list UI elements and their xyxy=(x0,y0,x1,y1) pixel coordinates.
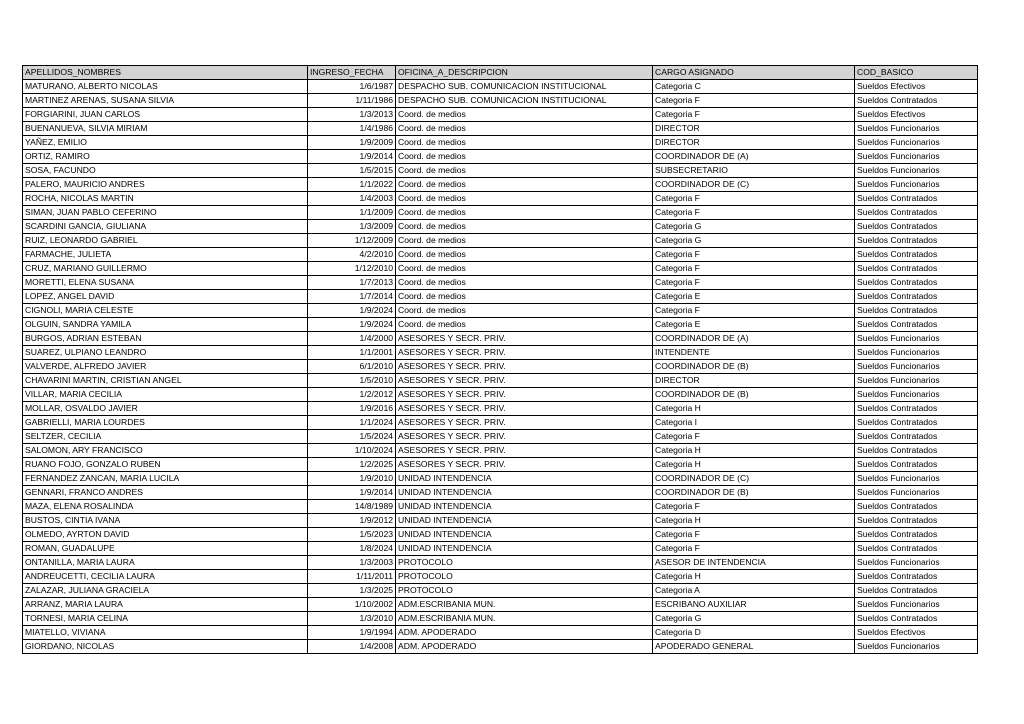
table-row xyxy=(23,234,978,248)
cell-oficina-descripcion: Coord. de medios xyxy=(396,164,653,178)
cell-cargo-asignado: DIRECTOR xyxy=(653,374,855,388)
table-row xyxy=(23,500,978,514)
table-row xyxy=(23,402,978,416)
cell-cod-basico: Sueldos Contratados xyxy=(855,430,978,444)
cell-cod-basico: Sueldos Funcionarios xyxy=(855,598,978,612)
cell-cod-basico: Sueldos Funcionarios xyxy=(855,360,978,374)
cell-cargo-asignado: Categoria F xyxy=(653,430,855,444)
cell-apellidos-nombres: CHAVARINI MARTIN, CRISTIAN ANGEL xyxy=(23,374,308,388)
table-row xyxy=(23,388,978,402)
cell-ingreso-fecha: 1/3/2010 xyxy=(308,612,396,626)
cell-ingreso-fecha: 1/2/2012 xyxy=(308,388,396,402)
table-row xyxy=(23,416,978,430)
cell-ingreso-fecha: 1/10/2024 xyxy=(308,444,396,458)
cell-apellidos-nombres: MORETTI, ELENA SUSANA xyxy=(23,276,308,290)
cell-cargo-asignado: COORDINADOR DE (C) xyxy=(653,178,855,192)
cell-oficina-descripcion: Coord. de medios xyxy=(396,108,653,122)
cell-ingreso-fecha: 1/9/2024 xyxy=(308,318,396,332)
cell-ingreso-fecha: 1/10/2002 xyxy=(308,598,396,612)
table-row xyxy=(23,360,978,374)
table-row xyxy=(23,374,978,388)
cell-oficina-descripcion: ASESORES Y SECR. PRIV. xyxy=(396,444,653,458)
table-row xyxy=(23,262,978,276)
cell-apellidos-nombres: ANDREUCETTI, CECILIA LAURA xyxy=(23,570,308,584)
cell-oficina-descripcion: DESPACHO SUB. COMUNICACION INSTITUCIONAL xyxy=(396,80,653,94)
header-row xyxy=(23,66,978,80)
cell-ingreso-fecha: 1/1/2009 xyxy=(308,206,396,220)
cell-oficina-descripcion: Coord. de medios xyxy=(396,192,653,206)
cell-cod-basico: Sueldos Contratados xyxy=(855,570,978,584)
table-row xyxy=(23,136,978,150)
cell-apellidos-nombres: CIGNOLI, MARIA CELESTE xyxy=(23,304,308,318)
cell-cod-basico: Sueldos Efectivos xyxy=(855,108,978,122)
table-body xyxy=(23,80,978,654)
cell-cargo-asignado: Categoria F xyxy=(653,304,855,318)
table-row xyxy=(23,626,978,640)
cell-oficina-descripcion: ASESORES Y SECR. PRIV. xyxy=(396,458,653,472)
cell-cargo-asignado: APODERADO GENERAL xyxy=(653,640,855,654)
cell-cargo-asignado: Categoria F xyxy=(653,500,855,514)
cell-apellidos-nombres: SCARDINI GANCIA, GIULIANA xyxy=(23,220,308,234)
table-row xyxy=(23,570,978,584)
table-row xyxy=(23,430,978,444)
cell-cargo-asignado: Categoria E xyxy=(653,318,855,332)
cell-cargo-asignado: Categoria F xyxy=(653,108,855,122)
cell-oficina-descripcion: ASESORES Y SECR. PRIV. xyxy=(396,430,653,444)
cell-apellidos-nombres: SOSA, FACUNDO xyxy=(23,164,308,178)
cell-oficina-descripcion: Coord. de medios xyxy=(396,220,653,234)
cell-cod-basico: Sueldos Contratados xyxy=(855,220,978,234)
cell-cargo-asignado: COORDINADOR DE (A) xyxy=(653,150,855,164)
cell-oficina-descripcion: ASESORES Y SECR. PRIV. xyxy=(396,374,653,388)
cell-apellidos-nombres: MIATELLO, VIVIANA xyxy=(23,626,308,640)
cell-cod-basico: Sueldos Funcionarios xyxy=(855,178,978,192)
cell-apellidos-nombres: BUENANUEVA, SILVIA MIRIAM xyxy=(23,122,308,136)
cell-cod-basico: Sueldos Contratados xyxy=(855,458,978,472)
table-row xyxy=(23,640,978,654)
header-cargo-asignado: CARGO ASIGNADO xyxy=(653,66,855,80)
cell-cod-basico: Sueldos Contratados xyxy=(855,416,978,430)
table-row xyxy=(23,612,978,626)
cell-apellidos-nombres: SUAREZ, ULPIANO LEANDRO xyxy=(23,346,308,360)
cell-oficina-descripcion: Coord. de medios xyxy=(396,122,653,136)
cell-oficina-descripcion: UNIDAD INTENDENCIA xyxy=(396,500,653,514)
cell-oficina-descripcion: Coord. de medios xyxy=(396,234,653,248)
cell-apellidos-nombres: OLGUIN, SANDRA YAMILA xyxy=(23,318,308,332)
table-row xyxy=(23,514,978,528)
header-oficina-descripcion: OFICINA_A_DESCRIPCION xyxy=(396,66,653,80)
cell-cod-basico: Sueldos Contratados xyxy=(855,444,978,458)
cell-oficina-descripcion: PROTOCOLO xyxy=(396,570,653,584)
cell-cargo-asignado: ESCRIBANO AUXILIAR xyxy=(653,598,855,612)
cell-ingreso-fecha: 1/4/2008 xyxy=(308,640,396,654)
cell-ingreso-fecha: 1/7/2014 xyxy=(308,290,396,304)
cell-ingreso-fecha: 1/9/2024 xyxy=(308,304,396,318)
cell-cod-basico: Sueldos Contratados xyxy=(855,500,978,514)
cell-oficina-descripcion: Coord. de medios xyxy=(396,178,653,192)
table-row xyxy=(23,94,978,108)
table-row xyxy=(23,276,978,290)
cell-cargo-asignado: Categoria E xyxy=(653,290,855,304)
cell-oficina-descripcion: ASESORES Y SECR. PRIV. xyxy=(396,388,653,402)
cell-cod-basico: Sueldos Funcionarios xyxy=(855,486,978,500)
cell-cod-basico: Sueldos Funcionarios xyxy=(855,164,978,178)
cell-apellidos-nombres: SELTZER, CECILIA xyxy=(23,430,308,444)
cell-oficina-descripcion: ASESORES Y SECR. PRIV. xyxy=(396,360,653,374)
cell-cargo-asignado: INTENDENTE xyxy=(653,346,855,360)
cell-oficina-descripcion: UNIDAD INTENDENCIA xyxy=(396,542,653,556)
cell-cod-basico: Sueldos Contratados xyxy=(855,192,978,206)
cell-oficina-descripcion: Coord. de medios xyxy=(396,136,653,150)
cell-cargo-asignado: Categoria H xyxy=(653,458,855,472)
cell-ingreso-fecha: 1/12/2010 xyxy=(308,262,396,276)
cell-oficina-descripcion: ADM.ESCRIBANIA MUN. xyxy=(396,612,653,626)
cell-ingreso-fecha: 1/5/2010 xyxy=(308,374,396,388)
cell-apellidos-nombres: FERNANDEZ ZANCAN, MARIA LUCILA xyxy=(23,472,308,486)
cell-ingreso-fecha: 1/9/2009 xyxy=(308,136,396,150)
cell-cargo-asignado: ASESOR DE INTENDENCIA xyxy=(653,556,855,570)
cell-cargo-asignado: COORDINADOR DE (B) xyxy=(653,388,855,402)
cell-cargo-asignado: Categoria H xyxy=(653,444,855,458)
cell-apellidos-nombres: VALVERDE, ALFREDO JAVIER xyxy=(23,360,308,374)
table-row xyxy=(23,164,978,178)
cell-apellidos-nombres: MARTINEZ ARENAS, SUSANA SILVIA xyxy=(23,94,308,108)
cell-cod-basico: Sueldos Contratados xyxy=(855,94,978,108)
cell-cargo-asignado: Categoria H xyxy=(653,402,855,416)
cell-ingreso-fecha: 1/6/1987 xyxy=(308,80,396,94)
cell-ingreso-fecha: 1/1/2024 xyxy=(308,416,396,430)
cell-oficina-descripcion: PROTOCOLO xyxy=(396,556,653,570)
cell-apellidos-nombres: ROCHA, NICOLAS MARTIN xyxy=(23,192,308,206)
cell-oficina-descripcion: DESPACHO SUB. COMUNICACION INSTITUCIONAL xyxy=(396,94,653,108)
cell-cargo-asignado: DIRECTOR xyxy=(653,136,855,150)
cell-apellidos-nombres: OLMEDO, AYRTON DAVID xyxy=(23,528,308,542)
cell-oficina-descripcion: PROTOCOLO xyxy=(396,584,653,598)
cell-cargo-asignado: Categoria I xyxy=(653,416,855,430)
cell-cod-basico: Sueldos Contratados xyxy=(855,514,978,528)
table-row xyxy=(23,542,978,556)
cell-apellidos-nombres: ONTANILLA, MARIA LAURA xyxy=(23,556,308,570)
spreadsheet-page xyxy=(22,65,977,654)
cell-cod-basico: Sueldos Contratados xyxy=(855,234,978,248)
cell-oficina-descripcion: ASESORES Y SECR. PRIV. xyxy=(396,332,653,346)
cell-apellidos-nombres: GIORDANO, NICOLAS xyxy=(23,640,308,654)
cell-cargo-asignado: DIRECTOR xyxy=(653,122,855,136)
cell-cod-basico: Sueldos Funcionarios xyxy=(855,388,978,402)
cell-ingreso-fecha: 1/11/1986 xyxy=(308,94,396,108)
cell-apellidos-nombres: GENNARI, FRANCO ANDRES xyxy=(23,486,308,500)
cell-cargo-asignado: Categoria H xyxy=(653,514,855,528)
cell-cargo-asignado: Categoria F xyxy=(653,528,855,542)
cell-oficina-descripcion: Coord. de medios xyxy=(396,248,653,262)
cell-cargo-asignado: Categoria C xyxy=(653,80,855,94)
cell-ingreso-fecha: 1/1/2001 xyxy=(308,346,396,360)
cell-ingreso-fecha: 1/2/2025 xyxy=(308,458,396,472)
cell-apellidos-nombres: SIMAN, JUAN PABLO CEFERINO xyxy=(23,206,308,220)
cell-ingreso-fecha: 1/8/2024 xyxy=(308,542,396,556)
cell-ingreso-fecha: 1/3/2025 xyxy=(308,584,396,598)
table-row xyxy=(23,178,978,192)
cell-ingreso-fecha: 14/8/1989 xyxy=(308,500,396,514)
cell-ingreso-fecha: 1/4/1986 xyxy=(308,122,396,136)
cell-cod-basico: Sueldos Contratados xyxy=(855,262,978,276)
cell-cargo-asignado: COORDINADOR DE (B) xyxy=(653,360,855,374)
cell-cod-basico: Sueldos Funcionarios xyxy=(855,640,978,654)
cell-apellidos-nombres: YAÑEZ, EMILIO xyxy=(23,136,308,150)
cell-oficina-descripcion: Coord. de medios xyxy=(396,206,653,220)
cell-ingreso-fecha: 1/11/2011 xyxy=(308,570,396,584)
table-row xyxy=(23,346,978,360)
cell-cod-basico: Sueldos Funcionarios xyxy=(855,332,978,346)
cell-ingreso-fecha: 4/2/2010 xyxy=(308,248,396,262)
table-row xyxy=(23,304,978,318)
cell-ingreso-fecha: 1/5/2024 xyxy=(308,430,396,444)
cell-cargo-asignado: SUBSECRETARIO xyxy=(653,164,855,178)
table-row xyxy=(23,150,978,164)
cell-apellidos-nombres: TORNESI, MARIA CELINA xyxy=(23,612,308,626)
cell-oficina-descripcion: UNIDAD INTENDENCIA xyxy=(396,472,653,486)
cell-cargo-asignado: Categoria G xyxy=(653,220,855,234)
cell-ingreso-fecha: 1/3/2009 xyxy=(308,220,396,234)
table-row xyxy=(23,122,978,136)
cell-ingreso-fecha: 1/3/2003 xyxy=(308,556,396,570)
cell-apellidos-nombres: MATURANO, ALBERTO NICOLAS xyxy=(23,80,308,94)
cell-cod-basico: Sueldos Efectivos xyxy=(855,626,978,640)
cell-cargo-asignado: COORDINADOR DE (C) xyxy=(653,472,855,486)
cell-cod-basico: Sueldos Contratados xyxy=(855,318,978,332)
cell-oficina-descripcion: ASESORES Y SECR. PRIV. xyxy=(396,346,653,360)
cell-oficina-descripcion: ADM. APODERADO xyxy=(396,626,653,640)
cell-apellidos-nombres: ZALAZAR, JULIANA GRACIELA xyxy=(23,584,308,598)
table-row xyxy=(23,556,978,570)
table-row xyxy=(23,584,978,598)
cell-apellidos-nombres: GABRIELLI, MARIA LOURDES xyxy=(23,416,308,430)
table-row xyxy=(23,318,978,332)
cell-cargo-asignado: COORDINADOR DE (B) xyxy=(653,486,855,500)
cell-cargo-asignado: Categoria G xyxy=(653,612,855,626)
table-row xyxy=(23,220,978,234)
table-row xyxy=(23,458,978,472)
cell-cod-basico: Sueldos Contratados xyxy=(855,304,978,318)
cell-apellidos-nombres: PALERO, MAURICIO ANDRES xyxy=(23,178,308,192)
cell-apellidos-nombres: ARRANZ, MARIA LAURA xyxy=(23,598,308,612)
cell-oficina-descripcion: ASESORES Y SECR. PRIV. xyxy=(396,416,653,430)
cell-cargo-asignado: Categoria F xyxy=(653,206,855,220)
staff-table xyxy=(22,65,978,654)
table-row xyxy=(23,528,978,542)
cell-apellidos-nombres: VILLAR, MARIA CECILIA xyxy=(23,388,308,402)
cell-ingreso-fecha: 1/7/2013 xyxy=(308,276,396,290)
cell-cargo-asignado: Categoria D xyxy=(653,626,855,640)
cell-ingreso-fecha: 1/9/2010 xyxy=(308,472,396,486)
cell-apellidos-nombres: BURGOS, ADRIAN ESTEBAN xyxy=(23,332,308,346)
cell-ingreso-fecha: 1/9/2016 xyxy=(308,402,396,416)
cell-apellidos-nombres: FORGIARINI, JUAN CARLOS xyxy=(23,108,308,122)
cell-apellidos-nombres: ORTIZ, RAMIRO xyxy=(23,150,308,164)
cell-oficina-descripcion: Coord. de medios xyxy=(396,262,653,276)
cell-cargo-asignado: Categoria F xyxy=(653,94,855,108)
cell-oficina-descripcion: UNIDAD INTENDENCIA xyxy=(396,486,653,500)
cell-apellidos-nombres: MAZA, ELENA ROSALINDA xyxy=(23,500,308,514)
cell-ingreso-fecha: 1/12/2009 xyxy=(308,234,396,248)
cell-oficina-descripcion: ASESORES Y SECR. PRIV. xyxy=(396,402,653,416)
cell-oficina-descripcion: UNIDAD INTENDENCIA xyxy=(396,528,653,542)
table-row xyxy=(23,444,978,458)
cell-oficina-descripcion: Coord. de medios xyxy=(396,150,653,164)
cell-ingreso-fecha: 1/1/2022 xyxy=(308,178,396,192)
cell-apellidos-nombres: RUIZ, LEONARDO GABRIEL xyxy=(23,234,308,248)
cell-apellidos-nombres: LOPEZ, ANGEL DAVID xyxy=(23,290,308,304)
table-row xyxy=(23,248,978,262)
cell-cargo-asignado: Categoria F xyxy=(653,262,855,276)
cell-ingreso-fecha: 1/4/2003 xyxy=(308,192,396,206)
header-cod-basico: COD_BASICO xyxy=(855,66,978,80)
cell-cargo-asignado: Categoria F xyxy=(653,276,855,290)
cell-cod-basico: Sueldos Efectivos xyxy=(855,80,978,94)
cell-cargo-asignado: Categoria F xyxy=(653,248,855,262)
cell-cod-basico: Sueldos Contratados xyxy=(855,612,978,626)
cell-oficina-descripcion: UNIDAD INTENDENCIA xyxy=(396,514,653,528)
cell-ingreso-fecha: 1/4/2000 xyxy=(308,332,396,346)
cell-oficina-descripcion: ADM. APODERADO xyxy=(396,640,653,654)
cell-cargo-asignado: Categoria F xyxy=(653,542,855,556)
table-row xyxy=(23,486,978,500)
cell-ingreso-fecha: 1/9/2014 xyxy=(308,150,396,164)
cell-ingreso-fecha: 1/5/2015 xyxy=(308,164,396,178)
cell-cod-basico: Sueldos Contratados xyxy=(855,542,978,556)
cell-ingreso-fecha: 6/1/2010 xyxy=(308,360,396,374)
table-row xyxy=(23,206,978,220)
cell-oficina-descripcion: Coord. de medios xyxy=(396,276,653,290)
table-row xyxy=(23,290,978,304)
cell-apellidos-nombres: FARMACHE, JULIETA xyxy=(23,248,308,262)
cell-cod-basico: Sueldos Contratados xyxy=(855,584,978,598)
cell-apellidos-nombres: ROMAN, GUADALUPE xyxy=(23,542,308,556)
cell-oficina-descripcion: ADM.ESCRIBANIA MUN. xyxy=(396,598,653,612)
cell-cod-basico: Sueldos Funcionarios xyxy=(855,374,978,388)
cell-cargo-asignado: Categoria F xyxy=(653,192,855,206)
cell-oficina-descripcion: Coord. de medios xyxy=(396,290,653,304)
cell-cargo-asignado: Categoria G xyxy=(653,234,855,248)
cell-cod-basico: Sueldos Funcionarios xyxy=(855,346,978,360)
table-row xyxy=(23,108,978,122)
cell-cargo-asignado: COORDINADOR DE (A) xyxy=(653,332,855,346)
cell-cod-basico: Sueldos Contratados xyxy=(855,276,978,290)
cell-cod-basico: Sueldos Funcionarios xyxy=(855,136,978,150)
cell-ingreso-fecha: 1/5/2023 xyxy=(308,528,396,542)
cell-cod-basico: Sueldos Contratados xyxy=(855,206,978,220)
cell-ingreso-fecha: 1/9/2012 xyxy=(308,514,396,528)
table-row xyxy=(23,332,978,346)
cell-ingreso-fecha: 1/9/1994 xyxy=(308,626,396,640)
table-row xyxy=(23,598,978,612)
cell-apellidos-nombres: RUANO FOJO, GONZALO RUBEN xyxy=(23,458,308,472)
cell-cod-basico: Sueldos Funcionarios xyxy=(855,472,978,486)
cell-cod-basico: Sueldos Funcionarios xyxy=(855,122,978,136)
cell-cod-basico: Sueldos Funcionarios xyxy=(855,556,978,570)
table-row xyxy=(23,192,978,206)
cell-cod-basico: Sueldos Contratados xyxy=(855,290,978,304)
cell-apellidos-nombres: MOLLAR, OSVALDO JAVIER xyxy=(23,402,308,416)
table-row xyxy=(23,80,978,94)
header-apellidos-nombres: APELLIDOS_NOMBRES xyxy=(23,66,308,80)
cell-cod-basico: Sueldos Contratados xyxy=(855,248,978,262)
cell-cod-basico: Sueldos Contratados xyxy=(855,528,978,542)
table-row xyxy=(23,472,978,486)
cell-cargo-asignado: Categoria A xyxy=(653,584,855,598)
cell-ingreso-fecha: 1/9/2014 xyxy=(308,486,396,500)
cell-oficina-descripcion: Coord. de medios xyxy=(396,318,653,332)
cell-cod-basico: Sueldos Contratados xyxy=(855,402,978,416)
cell-cargo-asignado: Categoria H xyxy=(653,570,855,584)
cell-oficina-descripcion: Coord. de medios xyxy=(396,304,653,318)
header-ingreso-fecha: INGRESO_FECHA xyxy=(308,66,396,80)
cell-cod-basico: Sueldos Funcionarios xyxy=(855,150,978,164)
cell-ingreso-fecha: 1/3/2013 xyxy=(308,108,396,122)
cell-apellidos-nombres: CRUZ, MARIANO GUILLERMO xyxy=(23,262,308,276)
cell-apellidos-nombres: SALOMON, ARY FRANCISCO xyxy=(23,444,308,458)
cell-apellidos-nombres: BUSTOS, CINTIA IVANA xyxy=(23,514,308,528)
